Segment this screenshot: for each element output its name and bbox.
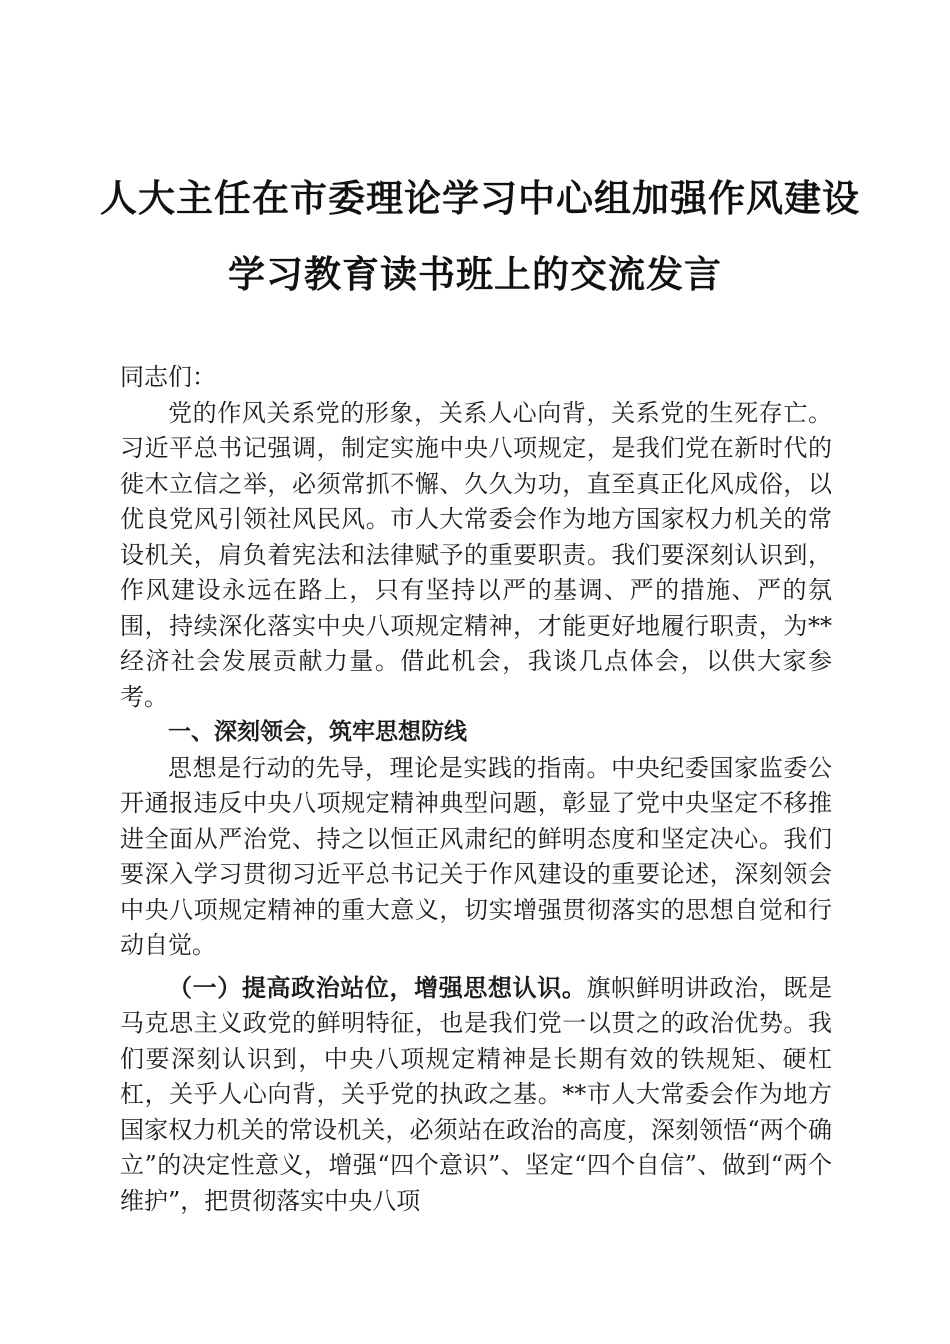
salutation: 同志们： [120,363,216,391]
section-1-paragraph: 思想是行动的先导，理论是实践的指南。中央纪委国家监委公开通报违反中央八项规定精神典型问题，彰显了党中央坚定不移推进全面从严治党、持之以恒正风肃纪的鲜明态度和坚定决心。我们要深入学习贯彻习近平总书记关于作风建设的重要论述，深刻领会中央八项规定精神的重大意义，切实增强贯彻落实的思想自觉和行动自觉。 [120,753,832,959]
document-title-line-1: 人大主任在市委理论学习中心组加强作风建设 [100,176,860,220]
subsection-1-paragraph [120,970,832,1220]
subsection-1-text: 旗帜鲜明讲政治，既是马克思主义政党的鲜明特征，也是我们党一以贯之的政治优势。我们要深刻认识到，中央八项规定精神是长期有效的铁规矩、硬杠杠，关乎人心向背，关乎党的执政之基。**市人大常委会作为地方国家权力机关的常设机关，必须站在政治的高度，深刻领悟“两个确立”的决定性意义，增强“四个意识”、坚定“四个自信”、做到“两个维护”，把贯彻落实中央八项 [120,973,833,1215]
intro-paragraph: 党的作风关系党的形象，关系人心向背，关系党的生死存亡。习近平总书记强调，制定实施中央八项规定，是我们党在新时代的徙木立信之举，必须常抓不懈、久久为功，直至真正化风成俗，以优良党风引领社风民风。市人大常委会作为地方国家权力机关的常设机关，肩负着宪法和法律赋予的重要职责。我们要深刻认识到，作风建设永远在路上，只有坚持以严的基调、严的措施、严的氛围，持续深化落实中央八项规定精神，才能更好地履行职责，为**经济社会发展贡献力量。借此机会，我谈几点体会，以供大家参考。 [120,398,832,711]
section-heading-1: 一、深刻领会，筑牢思想防线 [168,719,467,745]
document-title-line-2: 学习教育读书班上的交流发言 [228,252,722,296]
document-body [120,360,832,1219]
subsection-1-lead: （一）提高政治站位，增强思想认识。 [168,972,587,1002]
